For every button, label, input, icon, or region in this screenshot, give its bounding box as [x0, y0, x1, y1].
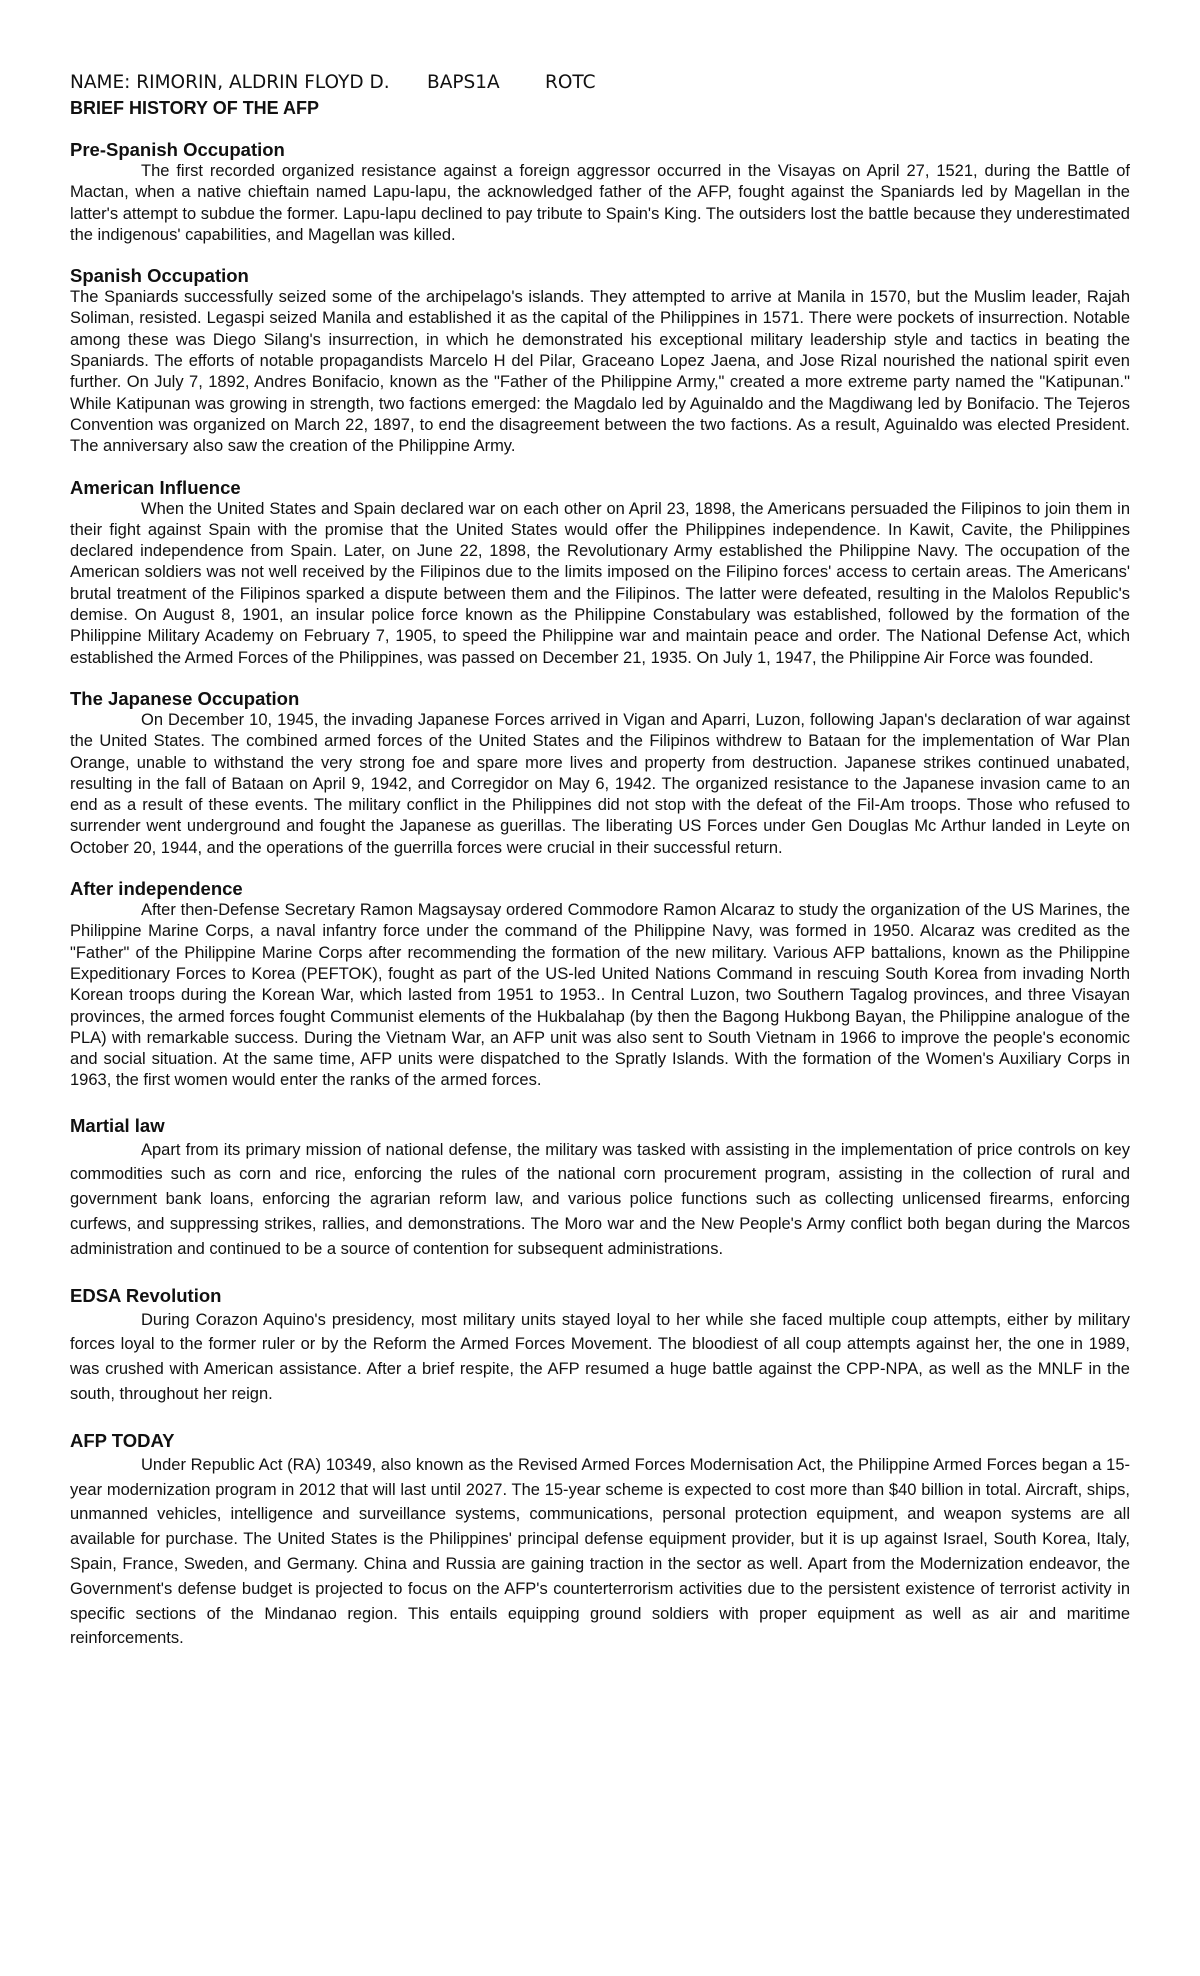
- section-martial-law: [70, 1114, 1130, 1262]
- section-body: The first recorded organized resistance against a foreign aggressor occurred in the Visayas on April 27, 1521, during the Battle of Mactan, when a native chieftain named Lapu-lapu, the acknowledged father of the AFP, fought against the Spaniards led by Magellan in the latter's attempt to subdue the former. Lapu-lapu declined to pay tribute to Spain's King. The outsiders lost the battle because they underestimated the indigenous' capabilities, and Magellan was killed.: [70, 162, 1130, 244]
- section-body: During Corazon Aquino's presidency, most military units stayed loyal to her while she faced multiple coup attempts, either by military forces loyal to the former ruler or by the Reform the Armed Forces Movement. The bloodiest of all coup attempts against her, the one in 1989, was crushed with American assistance. After a brief respite, the AFP resumed a huge battle against the CPP-NPA, as well as the MNLF in the south, throughout her reign.: [70, 1310, 1130, 1404]
- document-page: [70, 70, 1130, 1651]
- student-header: [70, 70, 1130, 96]
- section-japanese: [70, 688, 1130, 859]
- section-body: Under Republic Act (RA) 10349, also known as the Revised Armed Forces Modernisation Act, the Philippine Armed Forces began a 15-year modernization program in 2012 that will last until 2027. The 15-year scheme is expected to cost more than $40 billion in total. Aircraft, ships, unmanned vehicles, intelligence and surveillance systems, communications, personal protection equipment, and weapon systems are all available for purchase. The United States is the Philippines' principal defense equipment provider, but it is up against Israel, South Korea, Italy, Spain, France, Sweden, and Germany. China and Russia are gaining traction in the sector as well. Apart from the Modernization endeavor, the Government's defense budget is projected to focus on the AFP's counterterrorism activities due to the persistent existence of terrorist activity in specific sections of the Mindanao region. This entails equipping ground soldiers with proper equipment as well as air and maritime reinforcements.: [70, 1455, 1130, 1648]
- section-body: When the United States and Spain declared war on each other on April 23, 1898, the Americans persuaded the Filipinos to join them in their fight against Spain with the promise that the United States would offer the Philippines independence. In Kawit, Cavite, the Philippines declared independence from Spain. Later, on June 22, 1898, the Revolutionary Army established the Philippine Navy. The occupation of the American soldiers was not well received by the Filipinos due to the limits imposed on the Filipino forces' access to certain areas. The Americans' brutal treatment of the Filipinos sparked a dispute between them and the Filipinos. The latter were defeated, resulting in the Malolos Republic's demise. On August 8, 1901, an insular police force known as the Philippine Constabulary was established, followed by the formation of the Philippine Military Academy on February 7, 1905, to speed the Philippine war and maintain peace and order. The National Defense Act, which established the Armed Forces of the Philippines, was passed on December 21, 1935. On July 1, 1947, the Philippine Air Force was founded.: [70, 499, 1130, 667]
- section-body: After then-Defense Secretary Ramon Magsaysay ordered Commodore Ramon Alcaraz to study the organization of the US Marines, the Philippine Marine Corps, a naval infantry force under the command of the Philippine Navy, was formed in 1950. Alcaraz was credited as the "Father" of the Philippine Marine Corps after recommending the formation of the new military. Various AFP battalions, known as the Philippine Expeditionary Forces to Korea (PEFTOK), fought as part of the US-led United Nations Command in rescuing South Korea from invading North Korean troops during the Korean War, which lasted from 1951 to 1953.. In Central Luzon, two Southern Tagalog provinces, and three Visayan provinces, the armed forces fought Communist elements of the Hukbalahap (by then the Bagong Hukbong Bayan, the Philippine analogue of the PLA) with remarkable success. During the Vietnam War, an AFP unit was also sent to South Vietnam in 1966 to improve the people's economic and social situation. At the same time, AFP units were dispatched to the Spratly Islands. With the formation of the Women's Auxiliary Corps in 1963, the first women would enter the ranks of the armed forces.: [70, 901, 1130, 1090]
- section-heading: Pre-Spanish Occupation: [70, 139, 285, 160]
- section-body: On December 10, 1945, the invading Japanese Forces arrived in Vigan and Aparri, Luzon, following Japan's declaration of war against the United States. The combined armed forces of the United States and the Filipinos withdrew to Bataan for the implementation of War Plan Orange, unable to withstand the very strong foe and spare more lives and property from destruction. Japanese strikes continued unabated, resulting in the fall of Bataan on April 9, 1942, and Corregidor on May 6, 1942. The organized resistance to the Japanese invasion came to an end as a result of these events. The military conflict in the Philippines did not stop with the defeat of the Fil-Am troops. Those who refused to surrender went underground and fought the Japanese as guerillas. The liberating US Forces under Gen Douglas Mc Arthur landed in Leyte on October 20, 1944, and the operations of the guerrilla forces were crucial in their successful return.: [70, 710, 1130, 857]
- section-heading: American Influence: [70, 476, 241, 498]
- document-title: BRIEF HISTORY OF THE AFP: [70, 98, 320, 118]
- course-code: BAPS1A: [427, 72, 500, 93]
- section-body: Apart from its primary mission of national defense, the military was tasked with assisting in the implementation of price controls on key commodities such as corn and rice, enforcing the rules of the national corn procurement program, assisting in the collection of rural and government bank loans, enforcing the agrarian reform law, and various police functions such as collecting unlicensed firearms, enforcing curfews, and suppressing strikes, rallies, and demonstrations. The Moro war and the New People's Army conflict both began during the Marcos administration and continued to be a source of contention for subsequent administrations.: [70, 1140, 1130, 1258]
- subject-code: ROTC: [545, 72, 596, 93]
- section-after-independence: [70, 878, 1130, 1092]
- section-heading: The Japanese Occupation: [70, 687, 300, 709]
- section-edsa: [70, 1284, 1130, 1407]
- section-afp-today: [70, 1429, 1130, 1651]
- student-name: NAME: RIMORIN, ALDRIN FLOYD D.: [70, 72, 390, 93]
- section-spanish: [70, 265, 1130, 457]
- section-heading: EDSA Revolution: [70, 1284, 222, 1306]
- section-american: [70, 477, 1130, 669]
- section-heading: AFP TODAY: [70, 1429, 175, 1451]
- section-heading: Martial law: [70, 1114, 165, 1136]
- section-heading: After independence: [70, 878, 243, 900]
- section-pre-spanish: [70, 139, 1130, 246]
- section-body: The Spaniards successfully seized some of the archipelago's islands. They attempted to arrive at Manila in 1570, but the Muslim leader, Rajah Soliman, resisted. Legaspi seized Manila and established it as the capital of the Philippines in 1571. There were pockets of insurrection. Notable among these was Diego Silang's insurrection, in which he demonstrated his exceptional military leadership style and tactics in beating the Spaniards. The efforts of notable propagandists Marcelo H del Pilar, Graceano Lopez Jaena, and Jose Rizal nourished the national spirit even further. On July 7, 1892, Andres Bonifacio, known as the "Father of the Philippine Army," created a more extreme party named the "Katipunan." While Katipunan was growing in strength, two factions emerged: the Magdalo led by Aguinaldo and the Magdiwang led by Bonifacio. The Tejeros Convention was organized on March 22, 1897, to end the disagreement between the two factions. As a result, Aguinaldo was elected President. The anniversary also saw the creation of the Philippine Army.: [70, 288, 1130, 456]
- section-heading: Spanish Occupation: [70, 265, 249, 287]
